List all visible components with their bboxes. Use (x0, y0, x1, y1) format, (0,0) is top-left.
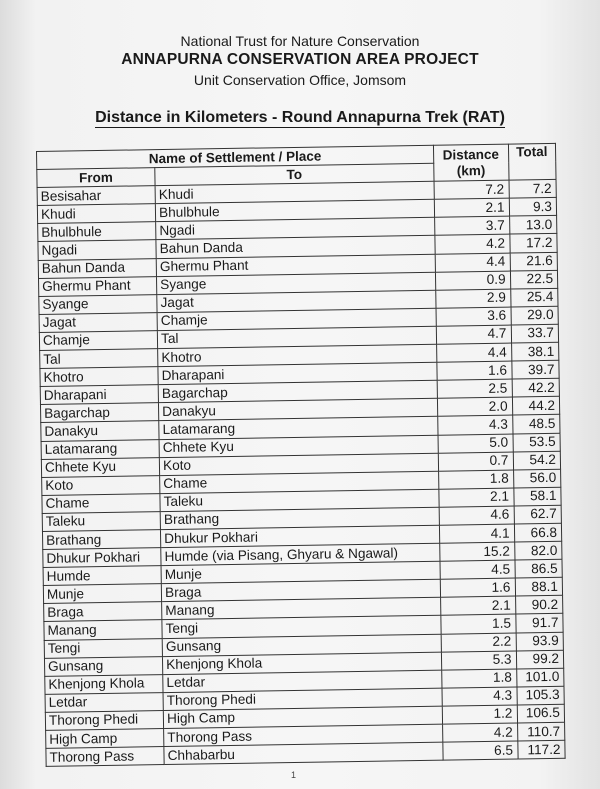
from-cell: Thorong Phedi (45, 710, 163, 730)
distance-cell: 3.6 (436, 307, 511, 326)
distance-cell: 4.4 (435, 253, 510, 272)
distance-cell: 4.7 (436, 325, 511, 344)
document-title-text: Distance in Kilometers - Round Annapurna Trek (RAT) (95, 109, 505, 126)
total-cell: 29.0 (511, 306, 559, 325)
to-cell: Munje (161, 561, 440, 583)
distance-cell: 1.5 (441, 614, 516, 633)
total-cell: 90.2 (515, 596, 563, 615)
total-cell: 22.5 (510, 270, 558, 289)
total-cell: 7.2 (509, 180, 557, 199)
total-cell: 82.0 (514, 541, 562, 560)
total-cell: 93.9 (516, 632, 564, 651)
total-cell: 13.0 (509, 216, 557, 235)
distance-cell: 2.1 (434, 198, 509, 217)
to-cell: Khotro (158, 344, 437, 366)
distance-cell: 6.5 (443, 741, 518, 760)
distance-cell: 4.6 (439, 506, 514, 525)
distance-cell: 1.8 (441, 669, 516, 688)
distance-cell: 2.1 (440, 596, 515, 615)
total-cell: 54.2 (513, 451, 561, 470)
from-cell: Dhukur Pokhari (43, 548, 161, 568)
to-cell: Ngadi (156, 218, 435, 240)
total-cell: 33.7 (511, 324, 559, 343)
from-cell: Tengi (44, 638, 162, 658)
to-cell: Thorong Phedi (163, 688, 442, 710)
to-cell: Humde (via Pisang, Ghyaru & Ngawal) (161, 543, 440, 565)
total-cell: 25.4 (510, 288, 558, 307)
from-cell: Khenjong Khola (45, 674, 163, 694)
to-cell: Chamje (157, 308, 436, 330)
to-cell: Ghermu Phant (156, 254, 435, 276)
distance-cell: 4.2 (442, 723, 517, 742)
to-cell: Manang (162, 598, 441, 620)
total-cell: 105.3 (516, 686, 564, 705)
distance-cell: 2.1 (439, 488, 514, 507)
to-cell: Chhete Kyu (159, 435, 438, 457)
from-cell: Humde (43, 566, 161, 586)
from-cell: Chamje (39, 331, 157, 351)
total-cell: 17.2 (509, 234, 557, 253)
from-cell: Bhulbhule (38, 222, 156, 242)
from-cell: Danakyu (41, 421, 159, 441)
total-cell: 117.2 (517, 740, 565, 759)
organization-name: National Trust for Nature Conservation (180, 33, 420, 49)
distance-cell: 0.7 (438, 452, 513, 471)
total-cell: 48.5 (512, 415, 560, 434)
to-cell: Thorong Pass (164, 724, 443, 746)
from-cell: Bagarchap (40, 403, 158, 423)
from-cell: High Camp (46, 729, 164, 749)
to-cell: Bagarchap (158, 380, 437, 402)
total-cell: 56.0 (513, 469, 561, 488)
total-cell: 53.5 (513, 433, 561, 452)
document-title (0, 109, 600, 127)
to-cell: Taleku (160, 489, 439, 511)
distance-header-label: Distance (442, 146, 500, 163)
distance-cell: 7.2 (434, 180, 509, 199)
total-cell: 62.7 (514, 505, 562, 524)
distance-cell: 4.3 (442, 687, 517, 706)
from-cell: Thorong Pass (46, 747, 164, 767)
total-cell: 21.6 (510, 252, 558, 271)
from-cell: Braga (44, 602, 162, 622)
distance-cell: 3.7 (434, 216, 509, 235)
from-cell: Chame (42, 493, 160, 513)
distance-cell: 4.3 (438, 415, 513, 434)
total-cell: 86.5 (515, 559, 563, 578)
from-cell: Khotro (40, 367, 158, 387)
to-cell: Chame (160, 471, 439, 493)
to-cell: Latamarang (159, 417, 438, 439)
to-cell: Syange (157, 272, 436, 294)
distance-cell: 2.9 (436, 289, 511, 308)
total-cell: 88.1 (515, 578, 563, 597)
from-cell: Bahun Danda (38, 258, 156, 278)
total-cell: 101.0 (516, 668, 564, 687)
distance-cell: 1.6 (440, 578, 515, 597)
distance-cell: 4.4 (436, 343, 511, 362)
to-cell: Brathang (160, 507, 439, 529)
to-cell: Jagat (157, 290, 436, 312)
to-cell: Khenjong Khola (163, 652, 442, 674)
to-cell: Chhabarbu (164, 742, 443, 764)
to-cell: High Camp (163, 706, 442, 728)
distance-table (36, 143, 566, 767)
distance-cell: 0.9 (435, 271, 510, 290)
to-cell: Bhulbhule (155, 200, 434, 222)
distance-cell: 15.2 (440, 542, 515, 561)
from-cell: Taleku (42, 511, 160, 531)
distance-header-unit: (km) (456, 162, 486, 178)
to-cell: Koto (159, 453, 438, 475)
distance-cell: 1.6 (437, 361, 512, 380)
distance-cell: 1.8 (438, 470, 513, 489)
to-cell: Braga (161, 579, 440, 601)
to-cell: Tengi (162, 616, 441, 638)
project-name: ANNAPURNA CONSERVATION AREA PROJECT (121, 51, 479, 68)
total-cell: 9.3 (509, 198, 557, 217)
to-cell: Danakyu (159, 399, 438, 421)
from-cell: Chhete Kyu (41, 457, 159, 477)
from-column-header: From (37, 168, 155, 188)
total-cell: 91.7 (515, 614, 563, 633)
distance-cell: 1.2 (442, 705, 517, 724)
to-cell: Bahun Danda (156, 236, 435, 258)
distance-cell: 4.1 (439, 524, 514, 543)
from-cell: Jagat (39, 312, 157, 332)
total-cell: 39.7 (511, 360, 559, 379)
distance-cell: 4.5 (440, 560, 515, 579)
total-cell: 42.2 (512, 379, 560, 398)
from-cell: Ghermu Phant (38, 276, 156, 296)
from-cell: Latamarang (41, 439, 159, 459)
office-name: Unit Conservation Office, Jomsom (193, 72, 407, 88)
distance-cell: 2.0 (437, 397, 512, 416)
total-column-header: Total (508, 143, 556, 180)
from-cell: Gunsang (44, 656, 162, 676)
to-cell: Khudi (155, 181, 434, 203)
to-column-header: To (155, 163, 434, 185)
from-cell: Tal (40, 349, 158, 369)
distance-cell: 5.0 (438, 434, 513, 453)
from-cell: Manang (44, 620, 162, 640)
settlement-group-header: Name of Settlement / Place (37, 145, 434, 169)
distance-column-header (433, 144, 508, 181)
total-cell: 99.2 (516, 650, 564, 669)
total-cell: 38.1 (511, 342, 559, 361)
page-number: 1 (291, 770, 297, 780)
to-cell: Dhukur Pokhari (161, 525, 440, 547)
total-cell: 44.2 (512, 397, 560, 416)
total-cell: 110.7 (517, 722, 565, 741)
from-cell: Syange (39, 294, 157, 314)
to-cell: Letdar (163, 670, 442, 692)
total-cell: 66.8 (514, 523, 562, 542)
total-cell: 106.5 (517, 704, 565, 723)
distance-table-body (37, 180, 565, 767)
distance-cell: 2.2 (441, 633, 516, 652)
to-cell: Dharapani (158, 362, 437, 384)
from-cell: Koto (42, 475, 160, 495)
from-cell: Brathang (42, 530, 160, 550)
to-cell: Tal (157, 326, 436, 348)
total-cell: 58.1 (513, 487, 561, 506)
from-cell: Besisahar (37, 186, 155, 206)
to-cell: Gunsang (162, 634, 441, 656)
from-cell: Munje (43, 584, 161, 604)
distance-cell: 2.5 (437, 379, 512, 398)
from-cell: Letdar (45, 692, 163, 712)
distance-cell: 4.2 (435, 235, 510, 254)
from-cell: Dharapani (40, 385, 158, 405)
from-cell: Ngadi (38, 240, 156, 260)
distance-cell: 5.3 (441, 651, 516, 670)
from-cell: Khudi (37, 204, 155, 224)
